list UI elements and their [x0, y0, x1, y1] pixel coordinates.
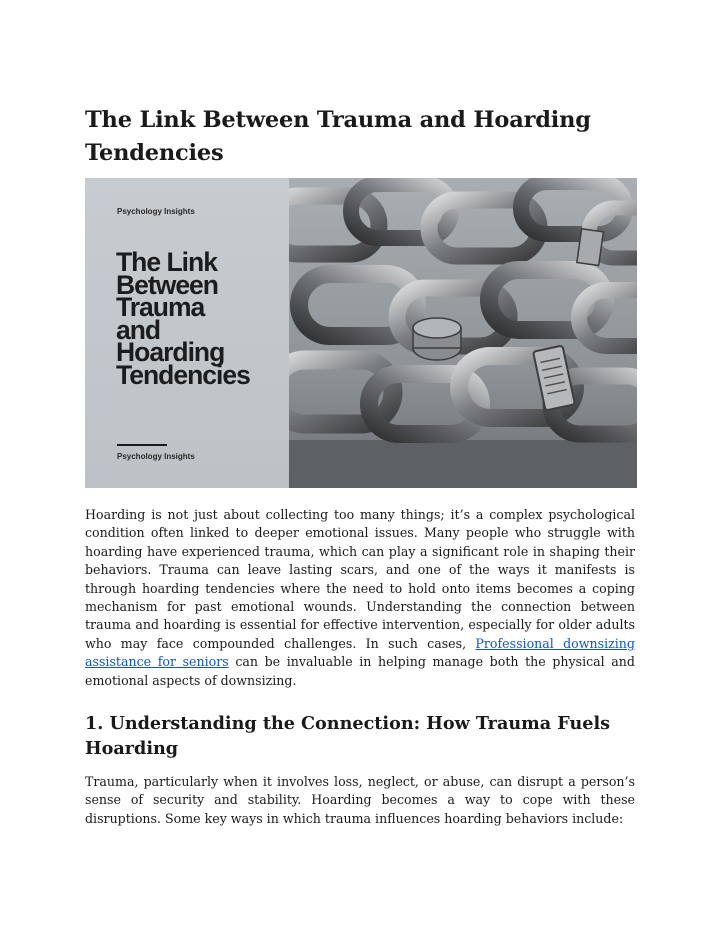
cover-divider: [117, 444, 167, 446]
section-heading: 1. Understanding the Connection: How Trauma Fuels Hoarding: [85, 713, 611, 759]
cover-brand-bottom: Psychology Insights: [117, 452, 195, 461]
hero-image: [85, 178, 637, 488]
downsizing-assistance-link[interactable]: Professional downsizing assistance for seniors: [85, 635, 635, 670]
intro-text-before-link: Hoarding is not just about collecting too many things; it’s a complex psychological condition often linked to deeper emotional issues. Many people who struggle with hoarding have experienced trauma, which can play a significant role in shaping their behaviors. Trauma can leave lasting scars, and one of the ways it manifests is through hoarding tendencies where the need to hold onto items becomes a coping mechanism for past emotional wounds. Understanding the connection between trauma and hoarding is essential for effective intervention, especially for older adults who may face compounded challenges. In such cases,: [85, 507, 635, 651]
article-title: The Link Between Trauma and Hoarding Tendencies: [85, 107, 591, 166]
cover-title: The Link Between Trauma and Hoarding Tendencies: [116, 247, 250, 390]
intro-text-after-link: can be invaluable in helping manage both the physical and emotional aspects of downsizing.: [85, 654, 635, 688]
intro-paragraph: [85, 506, 635, 690]
section-paragraph: Trauma, particularly when it involves loss, neglect, or abuse, can disrupt a person’s sense of security and stability. Hoarding becomes a way to cope with these disruptions. Some key ways in which trauma influences hoarding behaviors include:: [85, 774, 635, 826]
chains-illustration-icon: [289, 178, 637, 488]
cover-brand-top: Psychology Insights: [117, 207, 195, 216]
cover-panel: [85, 178, 289, 488]
